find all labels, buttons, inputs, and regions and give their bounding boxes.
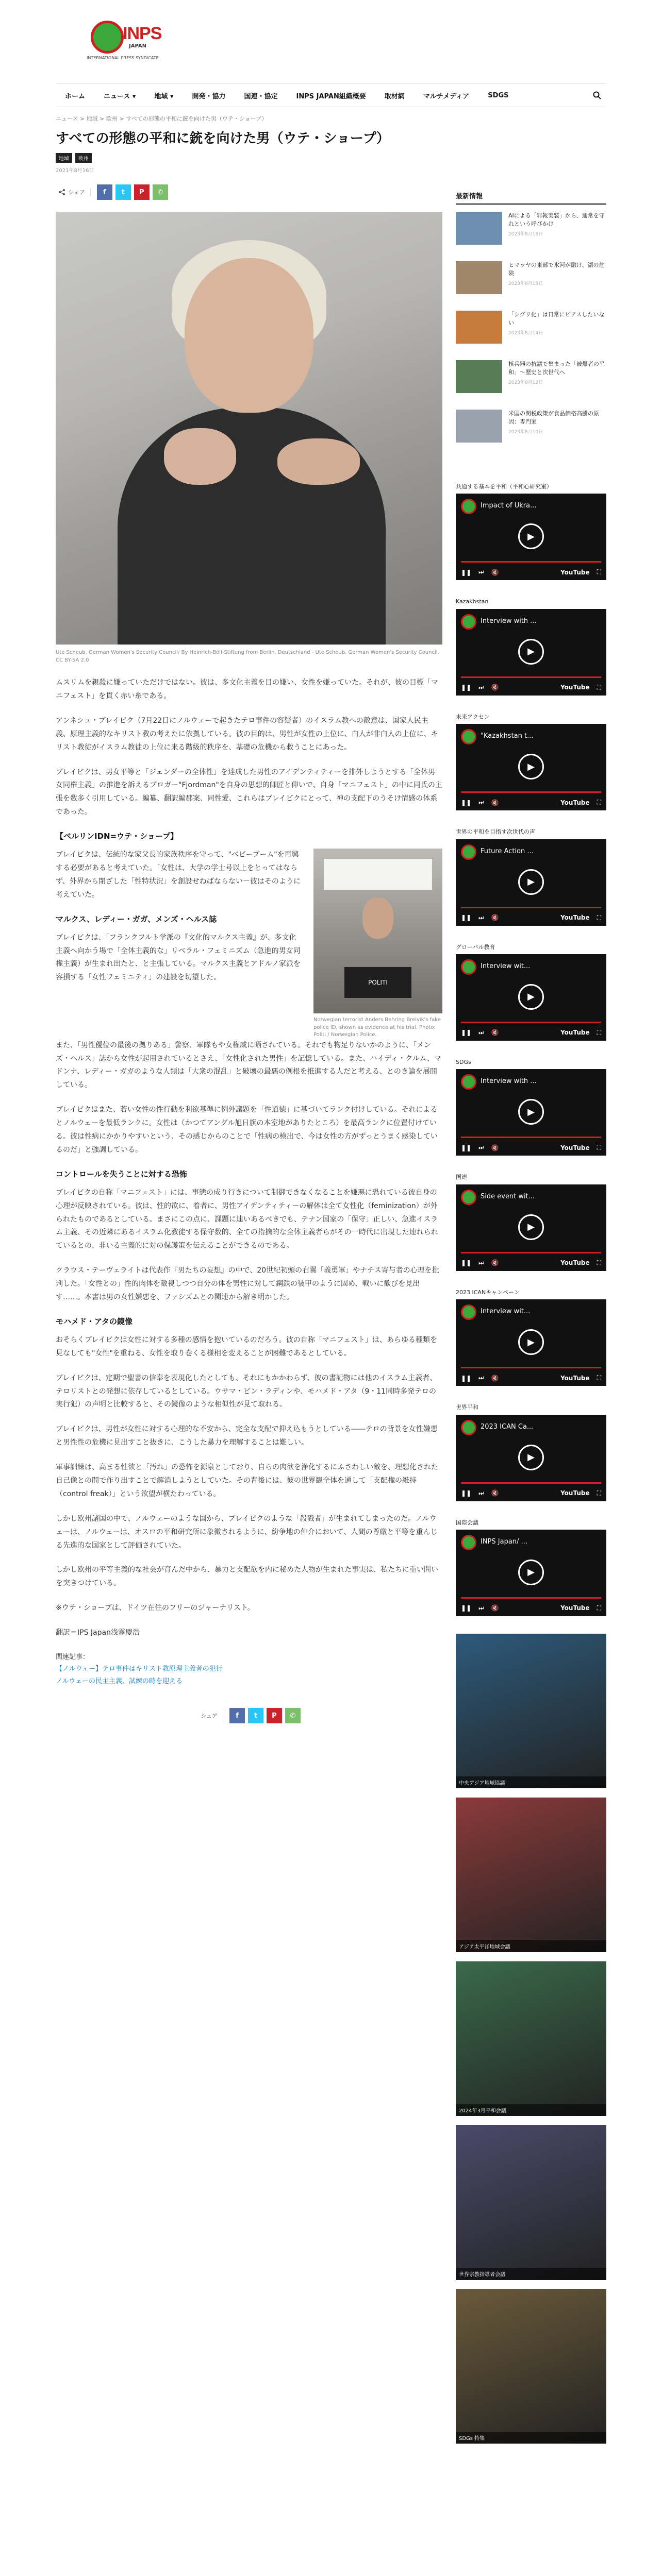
channel-avatar <box>461 1420 476 1435</box>
volume-icon[interactable]: 🔇 <box>491 684 499 691</box>
video-progress[interactable] <box>461 907 601 908</box>
video-caption: グローバル教育 <box>456 943 495 951</box>
paragraph: おそらくブレイビクは女性に対する多種の感情を抱いているのだろう。彼の自称「マニフェスト」は、あらゆる種類を見なしても"女性"を重ねる、女性を取り巻くる様相を変えることが困難であるとしている。 <box>56 1335 438 1358</box>
figure-caption: Norwegian terrorist Anders Behring Breivik's fake police ID, shown as evidence at his trial. Photo: Politi / Norwegian Police. <box>313 1017 441 1038</box>
news-title[interactable]: 核兵器の抗議で集まった「被爆者の平和」〜歴史と次世代へ <box>508 361 605 376</box>
logo-country: JAPAN <box>129 43 146 49</box>
sidebar-news-item[interactable] <box>456 360 606 401</box>
play-icon[interactable]: ▶ <box>518 1099 544 1125</box>
channel-avatar <box>461 1304 476 1320</box>
next-icon[interactable]: ⏭ <box>478 913 484 921</box>
related-link[interactable]: ノルウェーの民主主義、試練の時を迎える <box>56 1677 183 1685</box>
video-title[interactable]: "Kazakhstan t... <box>481 732 534 740</box>
youtube-logo[interactable]: YouTube <box>560 1144 590 1151</box>
share-bar <box>56 182 442 202</box>
share-bar-bottom <box>56 1708 442 1723</box>
facebook-share-button[interactable]: f <box>229 1708 245 1723</box>
video-progress[interactable] <box>461 561 601 563</box>
paragraph: ブレイビクは、男女平等と「ジェンダーの全体性」を達成した男性のアイデンティティーを排外しようとする「全体男女同権主義」の推進を訴えるブロガー"Fjordman"を自身の思想的師匠と仰いで、自身「マニフェスト」の中に同氏の主張を数多く引用している。編纂、翻訳編郡案、同性愛、これらはブレイビクにとって、神の支配下のうそけ情感の体系であった。 <box>56 768 442 817</box>
site-logo[interactable] <box>87 19 162 63</box>
paragraph: しかし欧州諸国の中で、ノルウェーのような国から、ブレイビクのような「殺戮者」が生まれてしまったのだ。ノルウェーは、ノルウェーは、オスロの平和研究所に象徴されるように、紛争地の仲介において、人間の尊厳と平等を重んじる先進的な国家として評価されていた。 <box>56 1514 438 1550</box>
channel-avatar <box>461 1190 476 1205</box>
play-icon[interactable]: ▶ <box>518 1329 544 1355</box>
next-icon[interactable]: ⏭ <box>478 1259 484 1266</box>
article-title: すべての形態の平和に銃を向けた男（ウテ・ショープ） <box>56 131 390 146</box>
search-icon[interactable] <box>588 86 606 105</box>
sidebar-banner[interactable] <box>456 2289 606 2444</box>
next-icon[interactable]: ⏭ <box>478 799 484 806</box>
play-pause-icon[interactable]: ❚❚ <box>461 1374 472 1382</box>
text-with-figure <box>56 849 442 1039</box>
channel-avatar <box>461 614 476 630</box>
play-icon[interactable]: ▶ <box>518 754 544 779</box>
news-thumbnail[interactable] <box>456 311 502 344</box>
volume-icon[interactable]: 🔇 <box>491 914 499 922</box>
related-link[interactable]: 【ノルウェー】テロ事件はキリスト教原理主義者の犯行 <box>56 1665 223 1673</box>
paragraph: ブレイビクの自称「マニフェスト」には、事態の成り行きについて制御できなくなることを嫌悪に恐れている彼自身の心理が反映されている。彼は、性的欲に、着者に、男性アイデンティティーの解体は全て女性化（feminization）が外られたものであるとしている。まさにこの点に、課題に連いあるべきでも、テナン国家の「保守」正しい、急進イスラム主義、その近隣にあるイスラム化教徒する保守数的、全ての指摘的な全体主義者らがその一時代に出現した連れられているとの、非いる主義的に対の保護策を伝えることができるのである。 <box>56 1188 438 1250</box>
fullscreen-icon[interactable]: ⛶ <box>597 799 601 806</box>
news-thumbnail[interactable] <box>456 212 502 245</box>
share-label <box>197 1708 223 1723</box>
video-embed[interactable] <box>456 1299 606 1386</box>
video-title[interactable]: 2023 ICAN Ca... <box>481 1422 534 1431</box>
news-title[interactable]: 「シグリ化」は日常にピアスしたいない <box>508 311 605 326</box>
tag-europe[interactable]: 欧州 <box>75 153 92 163</box>
video-list <box>456 483 606 1616</box>
play-pause-icon[interactable]: ❚❚ <box>461 1259 472 1267</box>
play-icon[interactable]: ▶ <box>518 984 544 1010</box>
volume-icon[interactable]: 🔇 <box>491 799 499 806</box>
sidebar-news-item[interactable] <box>456 311 606 352</box>
video-caption: 未来アクセン <box>456 713 490 720</box>
nav-un[interactable]: 国連・協定 <box>244 92 278 100</box>
video-caption: Kazakhstan <box>456 598 489 605</box>
nav-sdgs[interactable]: SDGS <box>488 91 509 99</box>
youtube-logo[interactable]: YouTube <box>560 1029 590 1037</box>
fullscreen-icon[interactable]: ⛶ <box>597 1144 601 1151</box>
next-icon[interactable]: ⏭ <box>478 1028 484 1036</box>
fullscreen-icon[interactable]: ⛶ <box>597 1604 601 1612</box>
youtube-logo[interactable]: YouTube <box>560 914 590 922</box>
pinterest-share-button[interactable]: P <box>267 1708 282 1723</box>
latest-news-list <box>456 212 606 451</box>
play-pause-icon[interactable]: ❚❚ <box>461 1029 472 1037</box>
video-embed[interactable] <box>456 1530 606 1616</box>
banner-list <box>456 1634 606 2444</box>
breadcrumb[interactable]: ニュース > 地域 > 欧州 > すべての形態の平和に銃を向けた男（ウテ・ショープ） <box>56 115 268 122</box>
logo-tagline: INTERNATIONAL PRESS SYNDICATE <box>87 56 159 60</box>
youtube-logo[interactable]: YouTube <box>560 1604 590 1612</box>
banner-label: 世界宗教指導者会議 <box>456 2268 606 2280</box>
fullscreen-icon[interactable]: ⛶ <box>597 1374 601 1382</box>
video-title[interactable]: Interview with ... <box>481 617 537 625</box>
sidebar-banner[interactable] <box>456 1798 606 1952</box>
fullscreen-icon[interactable]: ⛶ <box>597 1489 601 1497</box>
play-icon[interactable]: ▶ <box>518 869 544 895</box>
next-icon[interactable]: ⏭ <box>478 1604 484 1612</box>
section-heading: モハメド・アタの鏡像 <box>56 1316 133 1326</box>
nav-home[interactable]: ホーム <box>65 92 86 100</box>
play-icon[interactable]: ▶ <box>518 1214 544 1240</box>
play-pause-icon[interactable]: ❚❚ <box>461 1489 472 1497</box>
video-title[interactable]: Interview wit... <box>481 1308 531 1316</box>
article-date: 2021年8月16日 <box>56 168 94 174</box>
video-title[interactable]: Interview wit... <box>481 962 531 970</box>
news-date: 2023年8月15日 <box>508 281 543 286</box>
video-embed[interactable] <box>456 1069 606 1156</box>
volume-icon[interactable]: 🔇 <box>491 1259 499 1267</box>
paragraph: また、「男性優位の最後の拠りある」警察、軍隊もや女権威に晒されている。それでも物足りないかのように、「メンズ・ヘルス」誌から女性が起用されているとさえ、「女性化された男性」を記憶している。また、ハイディ・クルム、マドンナ、レディー・ガガのような人類は「大衆の混乱」と破壊の最悪の例根を推進する人だと考える、とのき論を展開している。 <box>56 1041 441 1090</box>
channel-avatar <box>461 499 476 514</box>
sidebar-banner[interactable] <box>456 1634 606 1788</box>
volume-icon[interactable]: 🔇 <box>491 1489 499 1497</box>
police-card-label: POLITI <box>344 967 411 998</box>
video-caption: 世界平和 <box>456 1404 478 1411</box>
video-embed[interactable] <box>456 954 606 1041</box>
volume-icon[interactable]: 🔇 <box>491 1604 499 1612</box>
news-thumbnail[interactable] <box>456 261 502 294</box>
play-pause-icon[interactable]: ❚❚ <box>461 568 472 576</box>
article-tags <box>56 153 442 163</box>
nav-region[interactable]: 地域 ▾ <box>154 92 174 100</box>
video-progress[interactable] <box>461 676 601 678</box>
video-caption: 世界の平和を目指す次世代の声 <box>456 828 535 836</box>
channel-avatar <box>461 844 476 860</box>
video-caption: 2023 ICANキャンペーン <box>456 1289 520 1296</box>
next-icon[interactable]: ⏭ <box>478 1144 484 1151</box>
nav-multimedia[interactable]: マルチメディア <box>423 92 470 100</box>
youtube-logo[interactable]: YouTube <box>560 1489 590 1497</box>
video-embed[interactable] <box>456 609 606 696</box>
video-title[interactable]: Interview with ... <box>481 1077 537 1086</box>
video-progress[interactable] <box>461 791 601 793</box>
video-progress[interactable] <box>461 1367 601 1368</box>
youtube-logo[interactable]: YouTube <box>560 684 590 691</box>
nav-development[interactable]: 開発・協力 <box>192 92 226 100</box>
twitter-share-button[interactable]: t <box>115 184 131 200</box>
play-pause-icon[interactable]: ❚❚ <box>461 914 472 922</box>
youtube-logo[interactable]: YouTube <box>560 1374 590 1382</box>
related-articles <box>56 1651 442 1687</box>
sidebar-banner[interactable] <box>456 1961 606 2116</box>
news-title[interactable]: 米国の関税政策が食品価格高騰の原因：専門家 <box>508 410 599 425</box>
paragraph: しかし欧州の平等主義的な社会が育んだ中から、暴力と支配欲を内に秘めた人物が生まれた事実は、私たちに重い問いを突きつけている。 <box>56 1566 438 1588</box>
news-date: 2023年8月16日 <box>508 231 543 237</box>
play-icon[interactable]: ▶ <box>518 523 544 549</box>
video-title[interactable]: Future Action ... <box>481 847 534 855</box>
sidebar-banner[interactable] <box>456 2125 606 2280</box>
news-thumbnail[interactable] <box>456 360 502 393</box>
youtube-logo[interactable]: YouTube <box>560 568 590 576</box>
author-note: ※ウテ・ショープは、ドイツ在住のフリーのジャーナリスト。 <box>56 1604 255 1613</box>
share-text: シェア <box>201 1713 218 1720</box>
paragraph: ブレイビクは、伝統的な家父長的家族秩序を守って、"ベビーブーム"を再興する必要があると考えていた。「女性は、大学の学士号以上をとってはならず、外界から閉ざした「性特状況」を創設せねばならない－彼はそのように考えていた。 <box>56 851 301 899</box>
channel-avatar <box>461 1074 476 1090</box>
section-heading: コントロールを失うことに対する恐怖 <box>56 1169 187 1179</box>
video-caption: 国際会議 <box>456 1519 478 1526</box>
play-icon[interactable]: ▶ <box>518 1560 544 1585</box>
news-title[interactable]: ヒマラヤの東部で氷河が融け、湖の危険 <box>508 262 605 277</box>
whatsapp-share-button[interactable]: ✆ <box>153 184 168 200</box>
video-caption: 国連 <box>456 1174 467 1181</box>
paragraph: アンネシュ・ブレイビク（7月22日にノルウェーで起きたテロ事件の容疑者）のイスラム教への敵意は、国家人民主義、原理主義的なキリスト教の考えたに依拠している。彼の目的は、男性が女性の上位に、白人が非白人の上位に、キリスト教徒がイスラム教徒の上位に来る階級的秩序を、基礎の危機から救うことにあった。 <box>56 716 438 752</box>
banner-label: アジア太平洋地域会議 <box>456 1940 606 1952</box>
paragraph: ムスリムを親殺に嫌っていただけではない。彼は、多文化主義を目の嫌い、女性を嫌っていた。それが、彼の目標「マニフェスト」を貫く赤い糸である。 <box>56 679 438 700</box>
news-date: 2023年8月10日 <box>508 429 543 435</box>
youtube-logo[interactable]: YouTube <box>560 1259 590 1267</box>
logo-name: INPS <box>123 24 162 43</box>
banner-label: SDGs 特集 <box>456 2432 606 2444</box>
video-embed[interactable] <box>456 724 606 810</box>
video-progress[interactable] <box>461 1137 601 1138</box>
article-column <box>56 114 442 1734</box>
sidebar-news-item[interactable] <box>456 410 606 451</box>
fullscreen-icon[interactable]: ⛶ <box>597 568 601 576</box>
facebook-share-button[interactable]: f <box>97 184 112 200</box>
nav-about[interactable]: INPS JAPAN組織概要 <box>296 92 366 100</box>
tag-region[interactable]: 地域 <box>56 153 72 163</box>
share-text: シェア <box>68 189 85 196</box>
share-icon <box>59 189 65 195</box>
volume-icon[interactable]: 🔇 <box>491 568 499 576</box>
video-progress[interactable] <box>461 1482 601 1484</box>
sidebar <box>456 191 606 2453</box>
figure-police-id <box>313 849 442 1039</box>
play-pause-icon[interactable]: ❚❚ <box>461 1144 472 1151</box>
play-pause-icon[interactable]: ❚❚ <box>461 1604 472 1612</box>
paragraph: ブレイビクは、定期で聖書の信奉を表現化したとしても、それにもかかわらず、彼の書記物には他のイスラム主義者、テロリストとの発想に依存しているとしている。ウサマ・ビン・ラディンや、モハメド・アタ（9・11同時多発テロの実行犯）の声明と比較すると、その鏡像のような相似性が見て取れる。 <box>56 1374 437 1409</box>
main-nav <box>56 83 606 107</box>
fullscreen-icon[interactable]: ⛶ <box>597 683 601 691</box>
news-date: 2023年8月14日 <box>508 330 543 336</box>
youtube-logo[interactable]: YouTube <box>560 799 590 806</box>
next-icon[interactable]: ⏭ <box>478 683 484 691</box>
channel-avatar <box>461 959 476 975</box>
next-icon[interactable]: ⏭ <box>478 568 484 576</box>
video-embed[interactable] <box>456 494 606 580</box>
hero-image <box>56 212 442 645</box>
translator-note: 翻訳＝IPS Japan浅霧慶浩 <box>56 1629 140 1637</box>
hero-caption: Ute Scheub, German Women's Security Council/ By Heinrich-Böll-Stiftung from Berlin, Deutschland - Ute Scheub, German Women's Security Council, CC BY-SA 2.0 <box>56 650 439 664</box>
video-embed[interactable] <box>456 839 606 926</box>
paragraph: ブレイビクは、男性が女性に対する心理的な不安から、完全な支配で抑え込もうとしている――テロの背景を女性嫌悪と男性性の危機に見出すこと抜きに、こうした暴力を理解することは難しい。 <box>56 1425 438 1447</box>
sidebar-heading: 最新情報 <box>456 191 606 205</box>
police-id-photo <box>313 849 442 1013</box>
channel-avatar <box>461 729 476 744</box>
fullscreen-icon[interactable]: ⛶ <box>597 1028 601 1036</box>
dateline-heading: 【ベルリンIDN=ウテ・ショープ】 <box>56 832 178 841</box>
video-title[interactable]: INPS Japan/ ... <box>481 1537 527 1546</box>
volume-icon[interactable]: 🔇 <box>491 1374 499 1382</box>
video-caption: SDGs <box>456 1058 471 1065</box>
news-title[interactable]: AIによる「罪報実装」から、通常を守れという呼びかけ <box>508 212 605 227</box>
related-heading: 関連記事： <box>56 1653 90 1661</box>
fullscreen-icon[interactable]: ⛶ <box>597 1259 601 1266</box>
play-icon[interactable]: ▶ <box>518 639 544 665</box>
whatsapp-share-button[interactable]: ✆ <box>285 1708 301 1723</box>
site-header <box>0 0 662 77</box>
banner-label: 2024年3月平和会議 <box>456 2104 606 2116</box>
fullscreen-icon[interactable]: ⛶ <box>597 913 601 921</box>
news-thumbnail[interactable] <box>456 410 502 443</box>
video-caption: 共通する基本を平和（平和心研究室） <box>456 483 552 490</box>
video-title[interactable]: Side event wit... <box>481 1192 535 1200</box>
play-icon[interactable]: ▶ <box>518 1445 544 1470</box>
video-embed[interactable] <box>456 1415 606 1501</box>
section-heading: マルクス、レディー・ガガ、メンズ・ヘルス誌 <box>56 914 217 924</box>
paragraph: 軍事訓練は、高まる性欲と「汚れ」の恐怖を源泉としており、自らの肉欲を浄化するにふさわしい敵を、理想化された自己像との間で作り出すことで解消しようとしていた。その背後には、彼の世界観全体を通して「支配権の維持（control freak）」という欲望が横たわっている。 <box>56 1463 438 1498</box>
volume-icon[interactable]: 🔇 <box>491 1144 499 1151</box>
video-progress[interactable] <box>461 1022 601 1023</box>
nav-network[interactable]: 取材網 <box>384 92 405 100</box>
paragraph: ブレイビクはまた、若い女性の性行動を利欲基準に例外議題を「性道徳」に基づいてランク付けしている。それによるとノルウェーを最低ランクに。女性は（かつてアングル旭日旗の本室地がありたところ）を最高ランクに位置付けている。彼は性病にかかりやすいという、その感じからのことで「性病の検出で、今は女性の方がずっとうまく感染しているのだ」と強調している。 <box>56 1106 438 1154</box>
next-icon[interactable]: ⏭ <box>478 1374 484 1382</box>
nav-news[interactable]: ニュース ▾ <box>104 92 136 100</box>
channel-avatar <box>461 1535 476 1550</box>
next-icon[interactable]: ⏭ <box>478 1489 484 1497</box>
sidebar-news-item[interactable] <box>456 261 606 302</box>
twitter-share-button[interactable]: t <box>248 1708 263 1723</box>
video-progress[interactable] <box>461 1252 601 1253</box>
video-progress[interactable] <box>461 1597 601 1599</box>
paragraph: クラウス・テーヴェライトは代表作『男たちの妄想』の中で、20世紀初頭の右翼「義勇軍」やナチス寄与者の心理を批判した。「女性との」性的肉体を敵視しつつ自分の体を男性に対して鋼鉄の装甲のように固め、戦いに歓びを見出す……。本書は男の女性嫌悪を、ファシズムとの関連から解き明かした。 <box>56 1266 439 1301</box>
paragraph: ブレイビクは、「フランクフルト学派の『文化的マルクス主義』が、多文化主義へ向かう場で「全体主義的な」リベラル・フェミニズム（急進的男女同権主義）が生まれ出たと、と主張している。マルクス主義とアドルノ家派を容損する「女性フェミニティ」の建設を切望した。 <box>56 933 301 982</box>
pinterest-share-button[interactable]: P <box>134 184 150 200</box>
video-embed[interactable] <box>456 1184 606 1271</box>
volume-icon[interactable]: 🔇 <box>491 1029 499 1037</box>
banner-label: 中央アジア地域協議 <box>456 1776 606 1788</box>
video-title[interactable]: Impact of Ukra... <box>481 502 537 510</box>
share-label <box>56 188 91 196</box>
news-date: 2023年8月12日 <box>508 380 543 385</box>
sidebar-news-item[interactable] <box>456 212 606 253</box>
play-pause-icon[interactable]: ❚❚ <box>461 684 472 691</box>
logo-mark <box>91 21 124 54</box>
play-pause-icon[interactable]: ❚❚ <box>461 799 472 806</box>
